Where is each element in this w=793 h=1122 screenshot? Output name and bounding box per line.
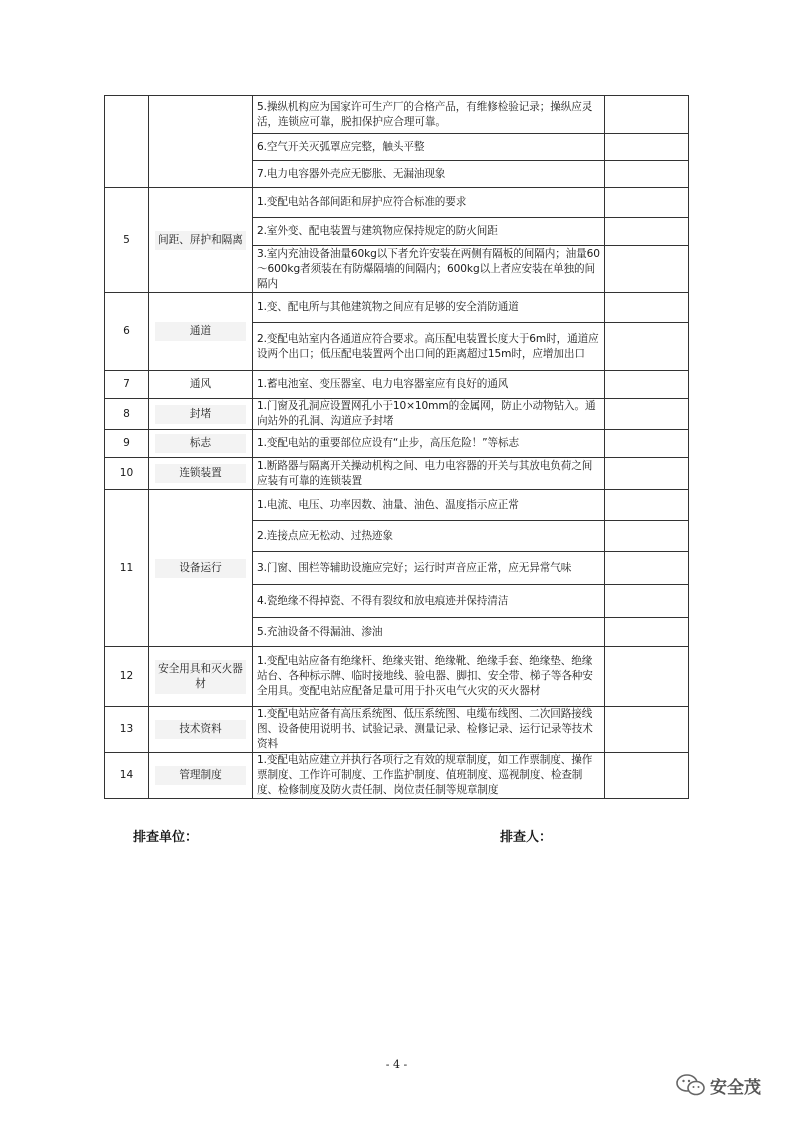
inspection-requirement: 1.断路器与隔离开关操动机构之间、电力电容器的开关与其放电负荷之间应装有可靠的连锁装置: [253, 458, 605, 490]
inspection-category: [149, 707, 253, 753]
result-cell[interactable]: [605, 490, 689, 521]
inspection-requirement: 3.室内充油设备油量60kg以下者允许安装在两侧有隔板的间隔内；油量60～600kg者须装在有防爆隔墙的间隔内；600kg以上者应安装在单独的间隔内: [253, 246, 605, 293]
table-row: [105, 188, 689, 218]
item-number: [105, 96, 149, 188]
inspection-table: [104, 95, 689, 799]
inspection-requirement: 4.瓷绝缘不得掉瓷、不得有裂纹和放电痕迹并保持清洁: [253, 585, 605, 618]
result-cell[interactable]: [605, 707, 689, 753]
item-number: 5: [105, 188, 149, 293]
table-row: [105, 293, 689, 323]
table-row: [105, 458, 689, 490]
result-cell[interactable]: [605, 521, 689, 552]
inspection-category: [149, 490, 253, 647]
inspector-label: 排查人：: [500, 830, 553, 845]
inspection-requirement: 1.蓄电池室、变压器室、电力电容器室应有良好的通风: [253, 371, 605, 399]
result-cell[interactable]: [605, 134, 689, 161]
result-cell[interactable]: [605, 323, 689, 371]
result-cell[interactable]: [605, 161, 689, 188]
item-number: 13: [105, 707, 149, 753]
page-number: - 4 -: [385, 1058, 408, 1071]
inspection-requirement: 1.变配电站的重要部位应设有“止步，高压危险！”等标志: [253, 430, 605, 458]
category-label: 技术资料: [155, 720, 246, 739]
inspection-requirement: 7.电力电容器外壳应无膨胀、无漏油现象: [253, 161, 605, 188]
table-row: [105, 707, 689, 753]
table-row: [105, 371, 689, 399]
inspection-requirement: 1.电流、电压、功率因数、油量、油色、温度指示应正常: [253, 490, 605, 521]
watermark: [676, 1072, 761, 1098]
table-row: [105, 490, 689, 521]
item-number: 12: [105, 647, 149, 707]
result-cell[interactable]: [605, 430, 689, 458]
category-label: 管理制度: [155, 766, 246, 785]
item-number: 11: [105, 490, 149, 647]
category-label: 安全用具和灭火器材: [155, 660, 246, 694]
item-number: 9: [105, 430, 149, 458]
category-label: 设备运行: [155, 559, 246, 578]
result-cell[interactable]: [605, 96, 689, 134]
table-row: [105, 430, 689, 458]
inspection-requirement: 1.变配电站应备有绝缘杆、绝缘夹钳、绝缘靴、绝缘手套、绝缘垫、绝缘站台、各种标示牌、临时接地线、验电器、脚扣、安全带、梯子等各种安全用具。变配电站应配备足量可用于扑灭电气火灾的灭火器材: [253, 647, 605, 707]
inspection-requirement: 1.门窗及孔洞应设置网孔小于10×10mm的金属网，防止小动物钻入。通向站外的孔洞、沟道应予封堵: [253, 399, 605, 430]
category-label: 通道: [155, 322, 246, 341]
inspection-requirement: 5.操纵机构应为国家许可生产厂的合格产品，有维修检验记录；操纵应灵活，连锁应可靠，脱扣保护应合理可靠。: [253, 96, 605, 134]
item-number: 14: [105, 753, 149, 799]
result-cell[interactable]: [605, 293, 689, 323]
inspection-category: [149, 371, 253, 399]
item-number: 7: [105, 371, 149, 399]
inspection-category: [149, 188, 253, 293]
inspection-unit-label: 排查单位：: [133, 830, 199, 845]
result-cell[interactable]: [605, 618, 689, 647]
inspection-requirement: 3.门窗、围栏等辅助设施应完好；运行时声音应正常，应无异常气味: [253, 552, 605, 585]
wechat-icon: [676, 1074, 706, 1096]
inspection-requirement: 1.变配电站应备有高压系统图、低压系统图、电缆布线图、二次回路接线图、设备使用说明书、试验记录、测量记录、检修记录、运行记录等技术资料: [253, 707, 605, 753]
table-row: [105, 647, 689, 707]
inspection-category: [149, 293, 253, 371]
table-row: [105, 753, 689, 799]
result-cell[interactable]: [605, 218, 689, 246]
inspection-category: [149, 399, 253, 430]
result-cell[interactable]: [605, 647, 689, 707]
inspection-category: [149, 647, 253, 707]
result-cell[interactable]: [605, 371, 689, 399]
item-number: 10: [105, 458, 149, 490]
result-cell[interactable]: [605, 552, 689, 585]
result-cell[interactable]: [605, 188, 689, 218]
category-label: 连锁装置: [155, 464, 246, 483]
inspection-requirement: 2.连接点应无松动、过热迹象: [253, 521, 605, 552]
inspection-category: [149, 753, 253, 799]
inspection-requirement: 2.变配电站室内各通道应符合要求。高压配电装置长度大于6m时，通道应设两个出口；低压配电装置两个出口间的距离超过15m时，应增加出口: [253, 323, 605, 371]
table-row: [105, 96, 689, 134]
inspection-requirement: 1.变配电站各部间距和屏护应符合标准的要求: [253, 188, 605, 218]
watermark-text: 安全茂: [710, 1077, 761, 1098]
inspection-requirement: 1.变配电站应建立并执行各项行之有效的规章制度，如工作票制度、操作票制度、工作许可制度、工作监护制度、值班制度、巡视制度、检查制度、检修制度及防火责任制、岗位责任制等规章制度: [253, 753, 605, 799]
result-cell[interactable]: [605, 246, 689, 293]
category-label: 标志: [155, 434, 246, 453]
result-cell[interactable]: [605, 458, 689, 490]
category-label: 间距、屏护和隔离: [155, 231, 246, 250]
result-cell[interactable]: [605, 753, 689, 799]
inspection-category: [149, 96, 253, 188]
inspection-requirement: 6.空气开关灭弧罩应完整，触头平整: [253, 134, 605, 161]
inspection-requirement: 2.室外变、配电装置与建筑物应保持规定的防火间距: [253, 218, 605, 246]
result-cell[interactable]: [605, 585, 689, 618]
category-label: 封堵: [155, 405, 246, 424]
inspection-category: [149, 458, 253, 490]
inspection-category: [149, 430, 253, 458]
result-cell[interactable]: [605, 399, 689, 430]
table-row: [105, 399, 689, 430]
item-number: 8: [105, 399, 149, 430]
inspection-requirement: 5.充油设备不得漏油、渗油: [253, 618, 605, 647]
inspection-requirement: 1.变、配电所与其他建筑物之间应有足够的安全消防通道: [253, 293, 605, 323]
category-label: 通风: [189, 378, 212, 390]
item-number: 6: [105, 293, 149, 371]
